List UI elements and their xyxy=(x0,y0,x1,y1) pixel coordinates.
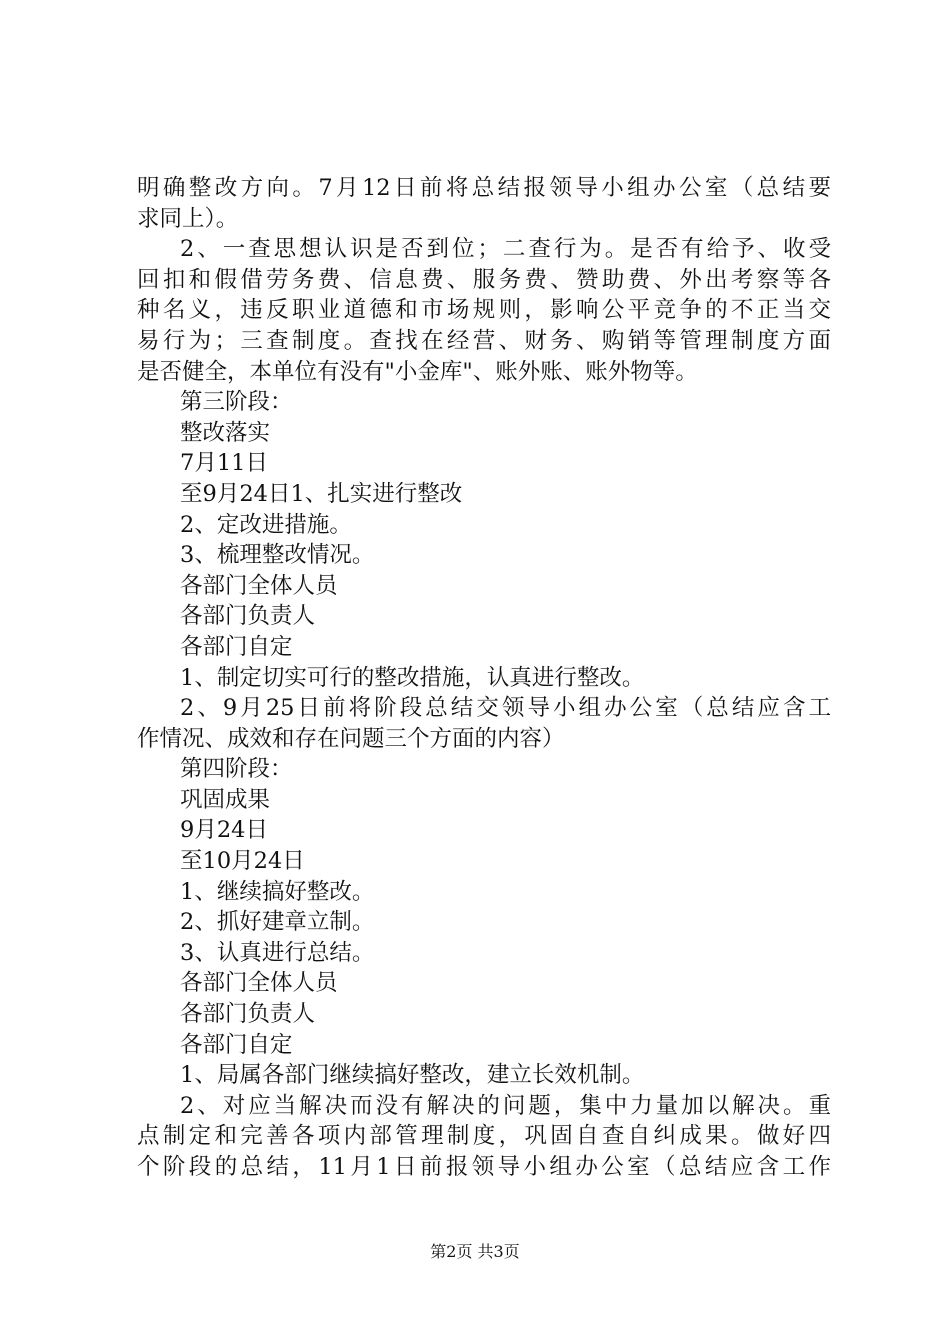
text-line: 2、9月25日前将阶段总结交领导小组办公室（总结应含工 xyxy=(180,695,831,722)
text-line: 各部门全体人员 xyxy=(180,572,338,599)
section-heading: 第三阶段： xyxy=(180,389,293,416)
text-line: 3、梳理整改情况。 xyxy=(180,542,375,569)
text-line: 各部门自定 xyxy=(180,1031,293,1058)
text-line: 2、定改进措施。 xyxy=(180,511,352,538)
text-line: 各部门负责人 xyxy=(180,603,316,630)
text-line: 整改落实 xyxy=(180,419,271,446)
text-line: 作情况、成效和存在问题三个方面的内容） xyxy=(137,725,565,752)
text-line: 种名义，违反职业道德和市场规则，影响公平竞争的不正当交 xyxy=(137,297,831,324)
text-line: 3、认真进行总结。 xyxy=(180,939,375,966)
text-line: 易行为；三查制度。查找在经营、财务、购销等管理制度方面 xyxy=(137,327,831,354)
page-number: 第2页 共3页 xyxy=(430,1242,520,1261)
text-line: 1、继续搞好整改。 xyxy=(180,878,375,905)
document-body xyxy=(137,173,831,1183)
text-line: 至10月24日 xyxy=(180,848,305,875)
text-line: 回扣和假借劳务费、信息费、服务费、赞助费、外出考察等各 xyxy=(137,266,831,293)
text-line: 巩固成果 xyxy=(180,786,271,813)
text-line: 1、制定切实可行的整改措施，认真进行整改。 xyxy=(180,664,645,691)
text-line: 2、抓好建章立制。 xyxy=(180,909,375,936)
text-line: 明确整改方向。7月12日前将总结报领导小组办公室（总结要 xyxy=(137,175,831,201)
text-line: 个阶段的总结，11月1日前报领导小组办公室（总结应含工作 xyxy=(137,1154,831,1180)
text-line: 至9月24日1、扎实进行整改 xyxy=(180,480,463,507)
text-line: 7月11日 xyxy=(180,450,268,477)
text-line: 9月24日 xyxy=(180,817,268,844)
section-heading: 第四阶段： xyxy=(180,756,293,783)
text-line: 求同上）。 xyxy=(137,205,239,232)
text-line: 是否健全，本单位有没有"小金库"、账外账、账外物等。 xyxy=(137,358,698,385)
text-line: 1、局属各部门继续搞好整改，建立长效机制。 xyxy=(180,1062,645,1089)
text-line: 点制定和完善各项内部管理制度，巩固自查自纠成果。做好四 xyxy=(137,1123,831,1150)
text-line: 各部门自定 xyxy=(180,633,293,660)
text-line: 各部门负责人 xyxy=(180,1001,316,1028)
text-line: 各部门全体人员 xyxy=(180,970,338,997)
text-line: 2、对应当解决而没有解决的问题，集中力量加以解决。重 xyxy=(180,1092,831,1119)
text-line: 2、一查思想认识是否到位；二查行为。是否有给予、收受 xyxy=(180,236,831,263)
